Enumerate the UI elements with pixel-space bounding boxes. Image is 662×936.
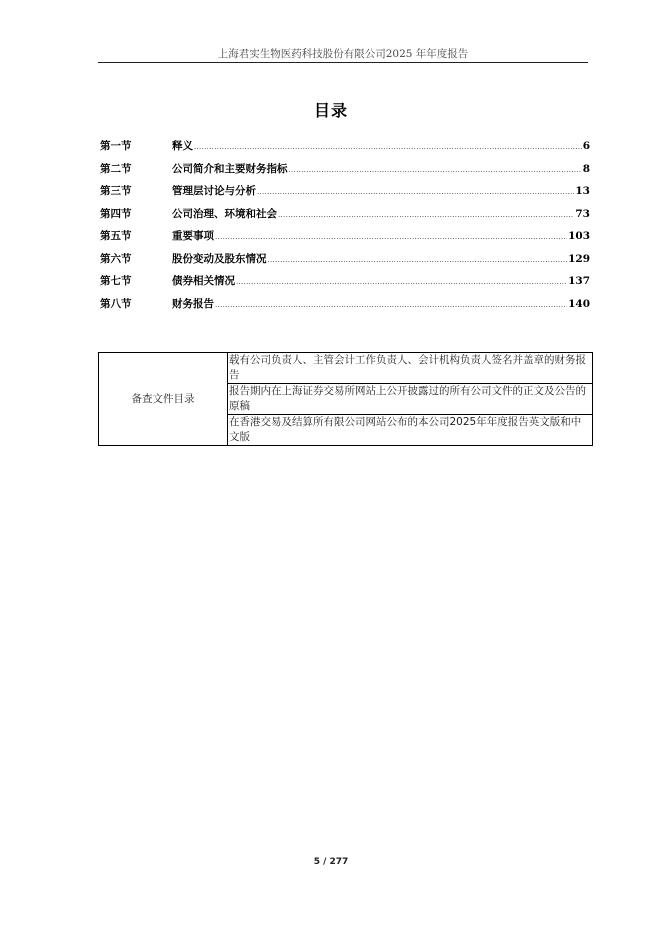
- toc-entry[interactable]: [100, 206, 590, 229]
- toc-entry[interactable]: [100, 138, 590, 161]
- toc-page-number: 13: [575, 185, 590, 197]
- toc-entry[interactable]: [100, 273, 590, 296]
- toc-section-number: 第六节: [100, 252, 132, 265]
- toc-section-name: 财务报告: [172, 297, 214, 310]
- toc-section-number: 第七节: [100, 275, 132, 287]
- toc-section-number: 第八节: [100, 297, 132, 310]
- toc-leader-dots: [289, 162, 582, 178]
- toc-leader-dots: [194, 139, 582, 155]
- reference-document-item: 载有公司负责人、主管会计工作负责人、会计机构负责人签名并盖章的财务报告: [228, 353, 593, 384]
- toc-section-name: 管理层讨论与分析: [172, 185, 256, 197]
- toc-page-number: 140: [568, 297, 590, 310]
- toc-leader-dots: [236, 274, 567, 290]
- toc-section-name: 股份变动及股东情况: [172, 252, 267, 265]
- toc-page-number: 73: [575, 207, 590, 220]
- toc-entry[interactable]: [100, 161, 590, 184]
- header-divider: [98, 62, 588, 63]
- toc-section-number: 第二节: [100, 162, 132, 175]
- toc-leader-dots: [278, 207, 574, 223]
- toc-entry[interactable]: [100, 183, 590, 206]
- reference-documents-table: [98, 352, 593, 446]
- toc-section-number: 第三节: [100, 185, 132, 197]
- toc-page-number: 8: [582, 162, 590, 175]
- reference-documents-label: 备查文件目录: [99, 353, 228, 446]
- toc-entry[interactable]: [100, 228, 590, 251]
- toc-section-name: 重要事项: [172, 230, 214, 242]
- toc-entry[interactable]: [100, 251, 590, 274]
- toc-section-name: 债券相关情况: [172, 275, 235, 287]
- toc-section-number: 第一节: [100, 140, 132, 152]
- toc-page-number: 137: [568, 275, 590, 287]
- running-header: 上海君实生物医药科技股份有限公司2025 年年度报告: [217, 48, 469, 60]
- toc-page-number: 6: [582, 140, 590, 152]
- table-row: [99, 353, 593, 384]
- reference-document-item: 在香港交易及结算所有限公司网站公布的本公司2025年年度报告英文版和中文版: [228, 415, 593, 446]
- toc-section-number: 第四节: [100, 207, 132, 220]
- toc-entry[interactable]: [100, 296, 590, 319]
- toc-section-name: 公司简介和主要财务指标: [172, 162, 288, 175]
- reference-document-item: 报告期内在上海证券交易所网站上公开披露过的所有公司文件的正文及公告的原稿: [228, 384, 593, 415]
- toc-section-name: 公司治理、环境和社会: [172, 207, 277, 220]
- toc-leader-dots: [215, 229, 567, 245]
- toc-page-number: 103: [568, 230, 590, 242]
- toc-leader-dots: [215, 297, 567, 313]
- table-of-contents: [100, 138, 590, 318]
- toc-page-number: 129: [568, 252, 590, 265]
- toc-title: 目录: [313, 101, 348, 120]
- page-number: 5 / 277: [313, 857, 349, 867]
- toc-section-number: 第五节: [100, 230, 132, 242]
- toc-section-name: 释义: [172, 140, 193, 152]
- toc-leader-dots: [257, 184, 574, 200]
- toc-leader-dots: [268, 252, 568, 268]
